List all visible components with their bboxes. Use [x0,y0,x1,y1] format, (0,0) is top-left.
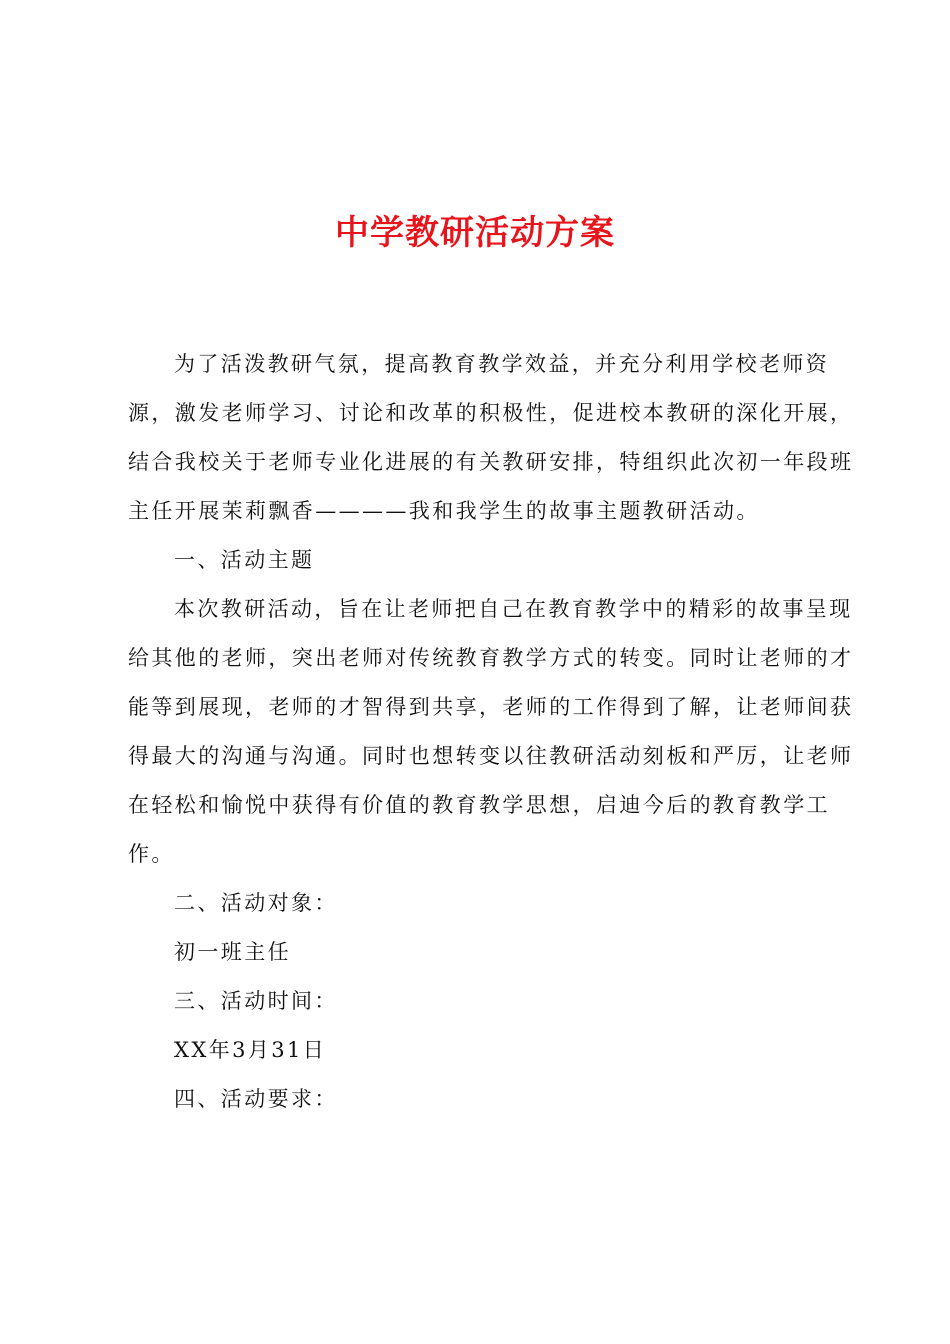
theme-line: 给其他的老师，突出老师对传统教育教学方式的转变。同时让老师的才 [128,646,854,670]
intro-line: 为了活泼教研气氛，提高教育教学效益，并充分利用学校老师资 [174,352,830,376]
intro-line: 结合我校关于老师专业化进展的有关教研安排，特组织此次初一年段班 [128,450,854,474]
intro-paragraph-cont [128,389,854,536]
section-heading-time: 三、活动时间： [174,989,338,1013]
document-body [128,340,854,1124]
theme-line: 作。 [128,842,175,866]
intro-paragraph [128,340,832,389]
time-text: XX年3月31日 [174,1038,327,1062]
theme-line: 本次教研活动，旨在让老师把自己在教育教学中的精彩的故事呈现 [174,597,853,621]
theme-line: 在轻松和愉悦中获得有价值的教育教学思想，启迪今后的教育教学工 [128,793,830,817]
target-text: 初一班主任 [174,940,291,964]
document-title: 中学教研活动方案 [335,213,615,253]
theme-line: 能等到展现，老师的才智得到共享，老师的工作得到了解，让老师间获 [128,695,854,719]
intro-line: 源，激发老师学习、讨论和改革的积极性，促进校本教研的深化开展， [128,401,854,425]
intro-line: 主任开展茉莉飘香————我和我学生的故事主题教研活动。 [128,499,760,523]
section-heading-theme: 一、活动主题 [174,548,315,572]
section-heading-requirements: 四、活动要求： [174,1087,338,1111]
theme-paragraph [128,585,853,634]
section-heading-target: 二、活动对象： [174,891,338,915]
theme-paragraph-cont [128,634,854,879]
theme-line: 得最大的沟通与沟通。同时也想转变以往教研活动刻板和严厉，让老师 [128,744,854,768]
